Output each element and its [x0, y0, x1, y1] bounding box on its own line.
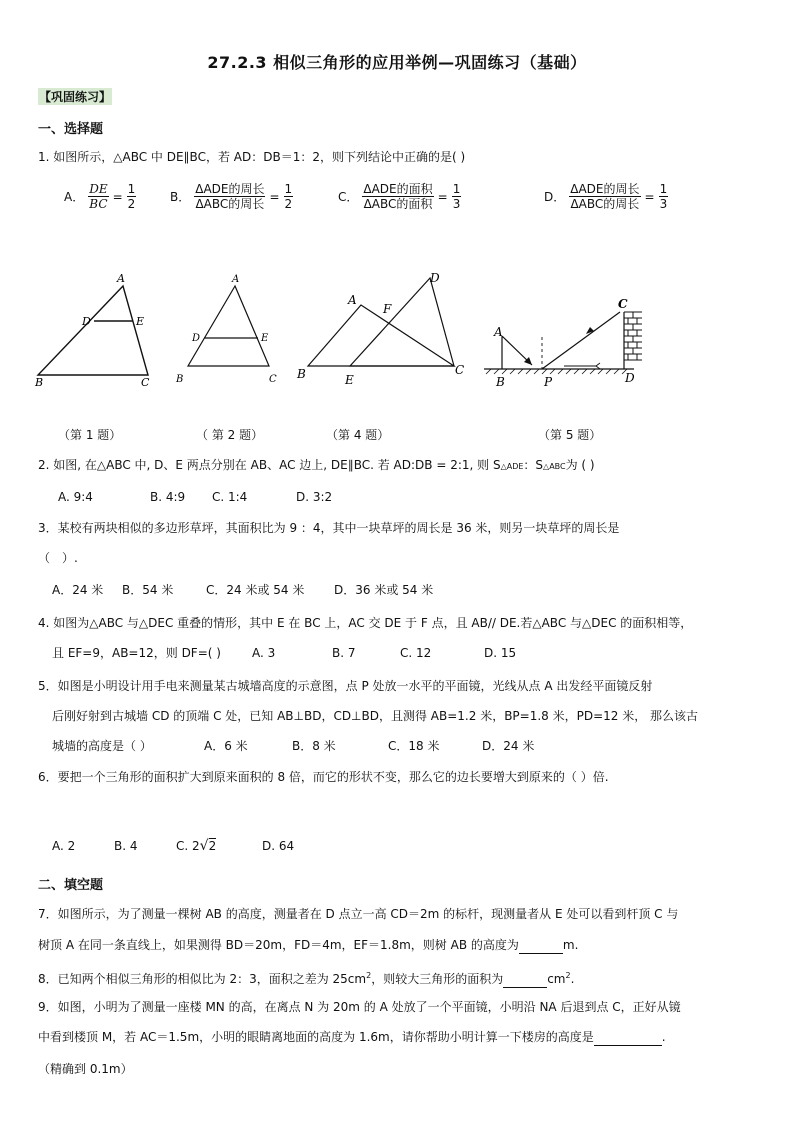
fig4-label-a: A	[348, 293, 357, 307]
q5-option-a: A．6 米	[204, 739, 248, 753]
q4-option-a: A. 3	[252, 646, 276, 660]
fig4-triangle-dec	[350, 278, 454, 366]
q5-option-c: C．18 米	[388, 739, 440, 753]
question-7-line-2: 树顶 A 在同一条直线上，如果测得 BD＝20m，FD＝4m，EF＝1.8m，则树 AB 的高度为 m.	[38, 938, 579, 952]
fig1-label-c: C	[141, 376, 150, 389]
q9-answer-blank[interactable]	[594, 1045, 662, 1046]
fig1-label-b: B	[35, 376, 44, 389]
question-3-line-2: （ ）.	[38, 551, 78, 565]
q1-option-a: A． $\frac{DE}{BC}$ = $\frac{1}{2}$	[64, 182, 136, 211]
q3-option-d: D．36 米或 54 米	[334, 583, 434, 597]
fig4-label-b: B	[297, 367, 306, 381]
q3-option-a: A．24 米	[52, 583, 104, 597]
fig1-label-e: E	[136, 315, 145, 328]
figure-5	[484, 292, 654, 392]
q4-option-b: B. 7	[332, 646, 356, 660]
q8-answer-blank[interactable]	[503, 987, 547, 988]
fig4-label-c: C	[455, 363, 465, 377]
fig2-label-d: D	[192, 333, 201, 344]
fig4-triangle-abc	[308, 305, 454, 366]
figure-1	[30, 268, 164, 392]
fig4-label-d: D	[430, 271, 440, 285]
q7-answer-blank[interactable]	[519, 953, 563, 954]
q6-option-a: A. 2	[52, 839, 76, 853]
page-title: 27.2.3 相似三角形的应用举例—巩固练习（基础）	[207, 53, 587, 72]
question-7-line-1: 7．如图所示，为了测量一棵树 AB 的高度，测量者在 D 点立一高 CD＝2m 的标杆，现测量者从 E 处可以看到杆顶 C 与	[38, 907, 679, 921]
fig4-label-f: F	[383, 302, 392, 316]
q6-option-d: D. 64	[262, 839, 295, 853]
section-tag: 【巩固练习】	[39, 90, 112, 104]
q3-option-c: C．24 米或 54 米	[206, 583, 305, 597]
question-8-text: 8．已知两个相似三角形的相似比为 2：3，面积之差为 $25cm^2$，则较大三角形的面积为 $cm^2$.	[38, 971, 575, 986]
caption-fig-5: （第 5 题）	[538, 428, 602, 442]
fig2-label-e: E	[261, 333, 269, 344]
section-fill-heading: 二、填空题	[38, 878, 104, 893]
q4-option-c: C. 12	[400, 646, 432, 660]
fig1-label-d: D	[82, 315, 91, 328]
question-6-text: 6．要把一个三角形的面积扩大到原来面积的 8 倍，而它的形状不变，那么它的边长要增大到原来的（ ）倍.	[38, 770, 609, 784]
q4-option-d: D. 15	[484, 646, 517, 660]
question-1-text: 1. 如图所示，△ABC 中 DE∥BC，若 AD：DB＝1：2，则下列结论中正确的是( )	[38, 150, 466, 164]
fig1-label-a: A	[117, 272, 125, 285]
fig4-label-e: E	[345, 373, 354, 387]
fig5-label-p: P	[544, 375, 553, 389]
fig5-ground-hatch	[486, 369, 627, 374]
q2-option-a: A. 9:4	[58, 490, 93, 504]
question-9-line-1: 9．如图，小明为了测量一座楼 MN 的高，在离点 N 为 20m 的 A 处放了一个平面镜，小明沿 NA 后退到点 C，正好从镜	[38, 1000, 681, 1014]
fig5-wall-bricks	[624, 312, 642, 360]
q1-option-c: C． $\frac{\text{ΔADE的面积}}{\text{ΔABC的面积}}$ = $\frac{1}{3}$	[338, 182, 461, 211]
fig5-arrow-2	[586, 327, 594, 334]
q3-option-b: B．54 米	[122, 583, 174, 597]
q2-option-d: D. 3:2	[296, 490, 333, 504]
question-9-line-2: 中看到楼顶 M，若 AC＝1.5m，小明的眼睛离地面的高度为 1.6m，请你帮助小明计算一下楼房的高度是 .	[38, 1030, 666, 1044]
q6-option-c: C. 2√2	[176, 838, 217, 854]
fig5-ray-pc	[542, 312, 620, 369]
fig5-label-c: C	[618, 297, 628, 311]
question-5-line-2: 后刚好射到古城墙 CD 的顶端 C 处，已知 AB⊥BD，CD⊥BD，且测得 AB=1.2 米，BP=1.8 米，PD=12 米， 那么该古	[52, 709, 699, 723]
fig2-label-a: A	[232, 274, 240, 285]
fig5-label-d: D	[625, 371, 635, 385]
caption-fig-1: （第 1 题）	[58, 428, 122, 442]
caption-fig-4: （第 4 题）	[326, 428, 390, 442]
question-5-line-1: 5．如图是小明设计用手电来测量某古城墙高度的示意图，点 P 处放一水平的平面镜，光线从点 A 出发经平面镜反射	[38, 679, 653, 693]
question-3-line-1: 3．某校有两块相似的多边形草坪，其面积比为 9 ：4，其中一块草坪的周长是 36 米，则另一块草坪的周长是	[38, 521, 620, 535]
fig5-label-b: B	[496, 375, 505, 389]
q5-option-d: D．24 米	[482, 739, 535, 753]
question-4-line-2: 且 EF=9，AB=12，则 DF=( )	[52, 646, 221, 660]
fig2-label-c: C	[269, 374, 277, 385]
q1-option-d: D． $\frac{\text{ΔADE的周长}}{\text{ΔABC的周长}}$ = $\frac{1}{3}$	[544, 182, 668, 211]
question-2-text: 2. 如图, 在△ABC 中, D、E 两点分别在 AB、AC 边上, DE∥BC. 若 AD:DB = 2:1, 则 S△ADE：S△ABC为 ( )	[38, 458, 595, 472]
fig2-triangle	[188, 286, 269, 366]
q2-option-c: C. 1:4	[212, 490, 248, 504]
question-5-line-3: 城墙的高度是（ ）	[52, 739, 152, 753]
q6-option-b: B. 4	[114, 839, 138, 853]
q1-option-b: B． $\frac{\text{ΔADE的周长}}{\text{ΔABC的周长}}$ = $\frac{1}{2}$	[170, 182, 293, 211]
q2-option-b: B. 4:9	[150, 490, 186, 504]
fig5-label-a: A	[494, 325, 503, 339]
question-4-line-1: 4. 如图为△ABC 与△DEC 重叠的情形，其中 E 在 BC 上，AC 交 DE 于 F 点，且 AB// DE.若△ABC 与△DEC 的面积相等，	[38, 616, 693, 630]
fig2-label-b: B	[176, 374, 184, 385]
fig1-triangle	[38, 286, 148, 375]
question-9-line-3: （精确到 0.1m）	[38, 1062, 133, 1076]
caption-fig-2: （ 第 2 题）	[196, 428, 264, 442]
figure-2	[172, 268, 282, 392]
figure-4	[292, 268, 474, 392]
section-choice-heading: 一、选择题	[38, 122, 104, 137]
q5-option-b: B．8 米	[292, 739, 336, 753]
